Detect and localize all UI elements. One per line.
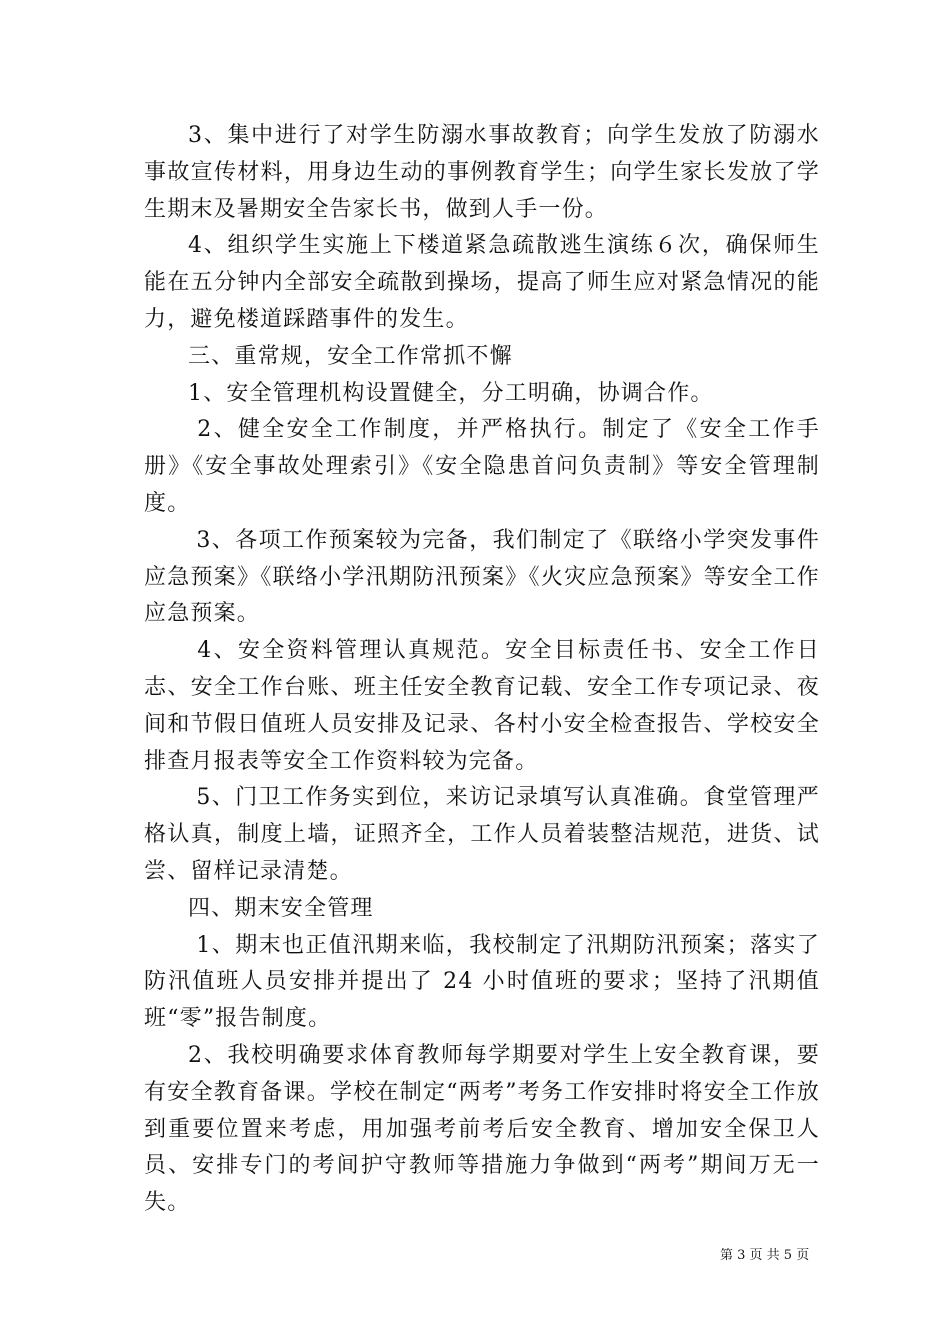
paragraph-management-structure: 1、安全管理机构设置健全，分工明确，协调合作。 (188, 380, 714, 406)
paragraph-drowning-education: 3、集中进行了对学生防溺水事故教育；向学生发放了防溺水事故宣传材料，用身边生动的事例教育学生；向学生家长发放了学生期末及暑期安全告家长书，做到人手一份。 (144, 123, 820, 222)
paragraph-exam-safety: 2、我校明确要求体育教师每学期要对学生上安全教育课，要有安全教育备课。学校在制定“两考”考务工作安排时将安全工作放到重要位置来考虑，用加强考前考后安全教育、增加安全保卫人员、安排专门的考间护守教师等措施力争做到“两考”期间万无一失。 (144, 1042, 820, 1216)
section-heading-term-end-safety: 四、期末安全管理 (188, 895, 374, 921)
paragraph-emergency-plans: 3、各项工作预案较为完备，我们制定了《联络小学突发事件应急预案》《联络小学汛期防汛预案》《火灾应急预案》等安全工作应急预案。 (144, 527, 820, 627)
paragraph-safety-records: 4、安全资料管理认真规范。安全目标责任书、安全工作日志、安全工作台账、班主任安全教育记载、安全工作专项记录、夜间和节假日值班人员安排及记录、各村小安全检查报告、学校安全排查月报表等安全工作资料较为完备。 (144, 638, 820, 774)
paragraph-gate-and-canteen: 5、门卫工作务实到位，来访记录填写认真准确。食堂管理严格认真，制度上墙，证照齐全，工作人员着装整洁规范，进货、试尝、留样记录清楚。 (144, 785, 820, 884)
paragraph-evacuation-drill: 4、组织学生实施上下楼道紧急疏散逃生演练６次，确保师生能在五分钟内全部安全疏散到操场，提高了师生应对紧急情况的能力，避免楼道踩踏事件的发生。 (144, 233, 820, 332)
paragraph-flood-season: 1、期末也正值汛期来临，我校制定了汛期防汛预案；落实了防汛值班人员安排并提出了 24 小时值班的要求；坚持了汛期值班“零”报告制度。 (144, 932, 820, 1032)
section-heading-routine-safety: 三、重常规，安全工作常抓不懈 (188, 343, 513, 369)
page-number-footer: 第 3 页 共 5 页 (720, 1248, 810, 1263)
document-body (144, 118, 820, 1222)
paragraph-safety-rules: 2、健全安全工作制度，并严格执行。制定了《安全工作手册》《安全事故处理索引》《安全隐患首问负责制》等安全管理制度。 (144, 417, 820, 516)
